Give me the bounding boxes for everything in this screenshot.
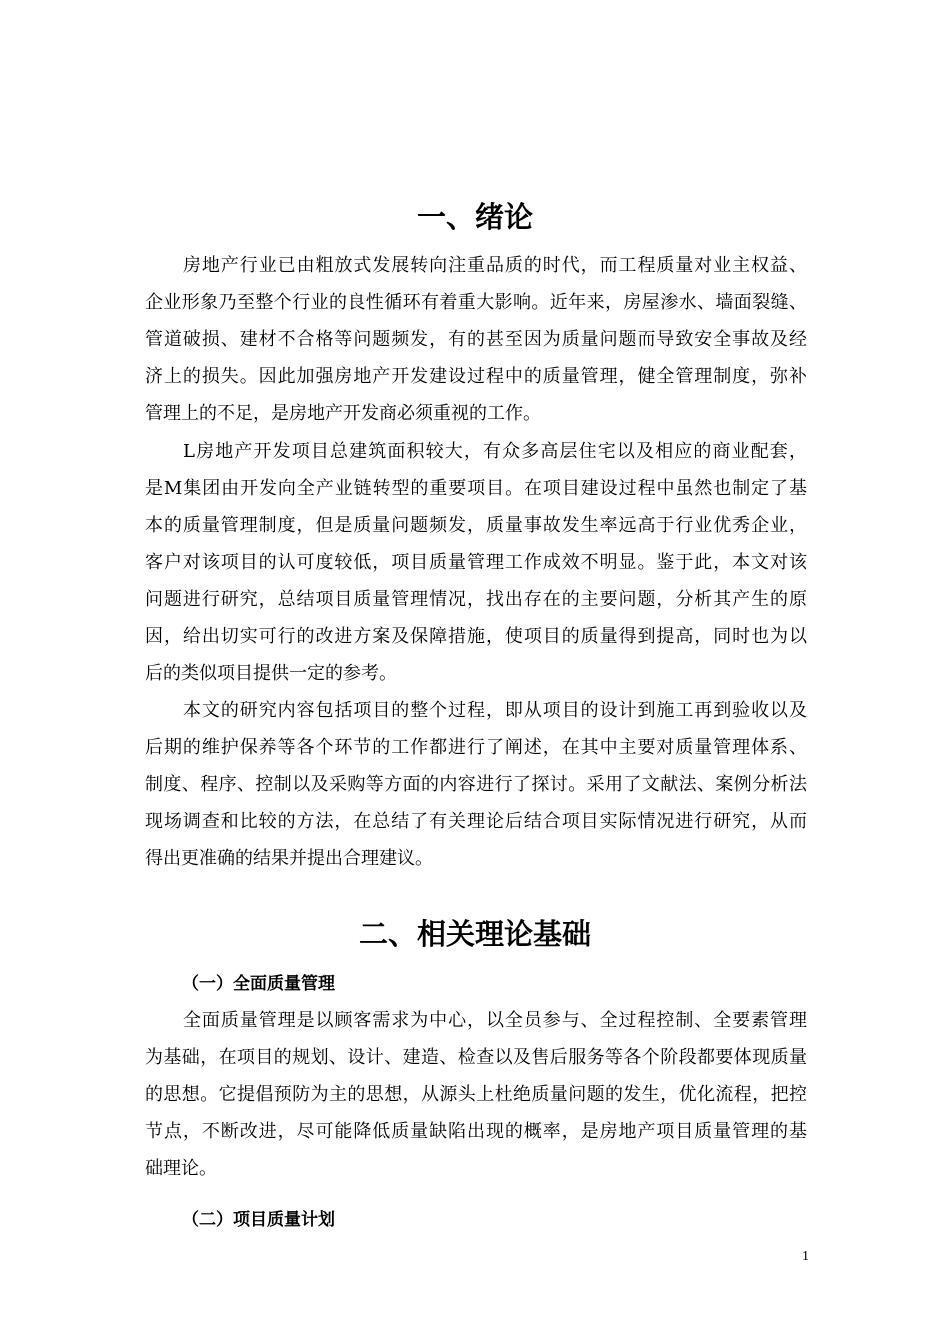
paragraph-line: 全面质量管理是以顾客需求为中心，以全员参与、全过程控制、全要素管理 <box>183 1010 807 1031</box>
paragraph-line: 的思想。它提倡预防为主的思想，从源头上杜绝质量问题的发生，优化流程，把控 <box>145 1084 807 1105</box>
paragraph-line: 客户对该项目的认可度较低，项目质量管理工作成效不明显。鉴于此，本文对该 <box>145 552 807 573</box>
paragraph-line: 制度、程序、控制以及采购等方面的内容进行了探讨。采用了文献法、案例分析法 <box>145 774 807 795</box>
subheading-tqm: （一）全面质量管理 <box>182 974 335 994</box>
paragraph-line: 后的类似项目提供一定的参考。 <box>145 663 397 684</box>
paragraph-line: 础理论。 <box>145 1158 217 1179</box>
paragraph-line: L房地产开发项目总建筑面积较大，有众多高层住宅以及相应的商业配套， <box>183 441 807 462</box>
paragraph-line: 本文的研究内容包括项目的整个过程，即从项目的设计到施工再到验收以及 <box>183 700 807 721</box>
paragraph-line: 济上的损失。因此加强房地产开发建设过程中的质量管理，健全管理制度，弥补 <box>145 366 807 387</box>
paragraph-2 <box>145 433 807 692</box>
paragraph-3 <box>145 692 807 877</box>
subheading-quality-plan: （二）项目质量计划 <box>182 1210 335 1230</box>
paragraph-line: 管道破损、建材不合格等问题频发，有的甚至因为质量问题而导致安全事故及经 <box>145 329 807 350</box>
page-number: 1 <box>802 1249 809 1264</box>
paragraph-line: 管理上的不足，是房地产开发商必须重视的工作。 <box>145 403 541 424</box>
paragraph-line: 为基础，在项目的规划、设计、建造、检查以及售后服务等各个阶段都要体现质量 <box>145 1047 807 1068</box>
paragraph-line: 节点，不断改进，尽可能降低质量缺陷出现的概率，是房地产项目质量管理的基 <box>145 1121 807 1142</box>
paragraph-line: 企业形象乃至整个行业的良性循环有着重大影响。近年来，房屋渗水、墙面裂缝、 <box>145 292 807 313</box>
paragraph-line: 问题进行研究，总结项目质量管理情况，找出存在的主要问题，分析其产生的原 <box>145 589 807 610</box>
paragraph-1 <box>145 247 807 432</box>
paragraph-line: 房地产行业已由粗放式发展转向注重品质的时代，而工程质量对业主权益、 <box>183 255 807 276</box>
heading-introduction: 一、绪论 <box>416 200 533 234</box>
paragraph-line: 得出更准确的结果并提出合理建议。 <box>145 848 433 869</box>
paragraph-4 <box>145 1002 807 1187</box>
paragraph-line: 因，给出切实可行的改进方案及保障措施，使项目的质量得到提高，同时也为以 <box>145 626 807 647</box>
heading-theoretical-foundation: 二、相关理论基础 <box>358 917 591 951</box>
paragraph-line: 本的质量管理制度，但是质量问题频发，质量事故发生率远高于行业优秀企业， <box>145 515 807 536</box>
paragraph-line: 后期的维护保养等各个环节的工作都进行了阐述，在其中主要对质量管理体系、 <box>145 737 807 758</box>
paragraph-line: 是M集团由开发向全产业链转型的重要项目。在项目建设过程中虽然也制定了基 <box>145 478 807 499</box>
paragraph-line: 现场调查和比较的方法，在总结了有关理论后结合项目实际情况进行研究，从而 <box>145 811 807 832</box>
